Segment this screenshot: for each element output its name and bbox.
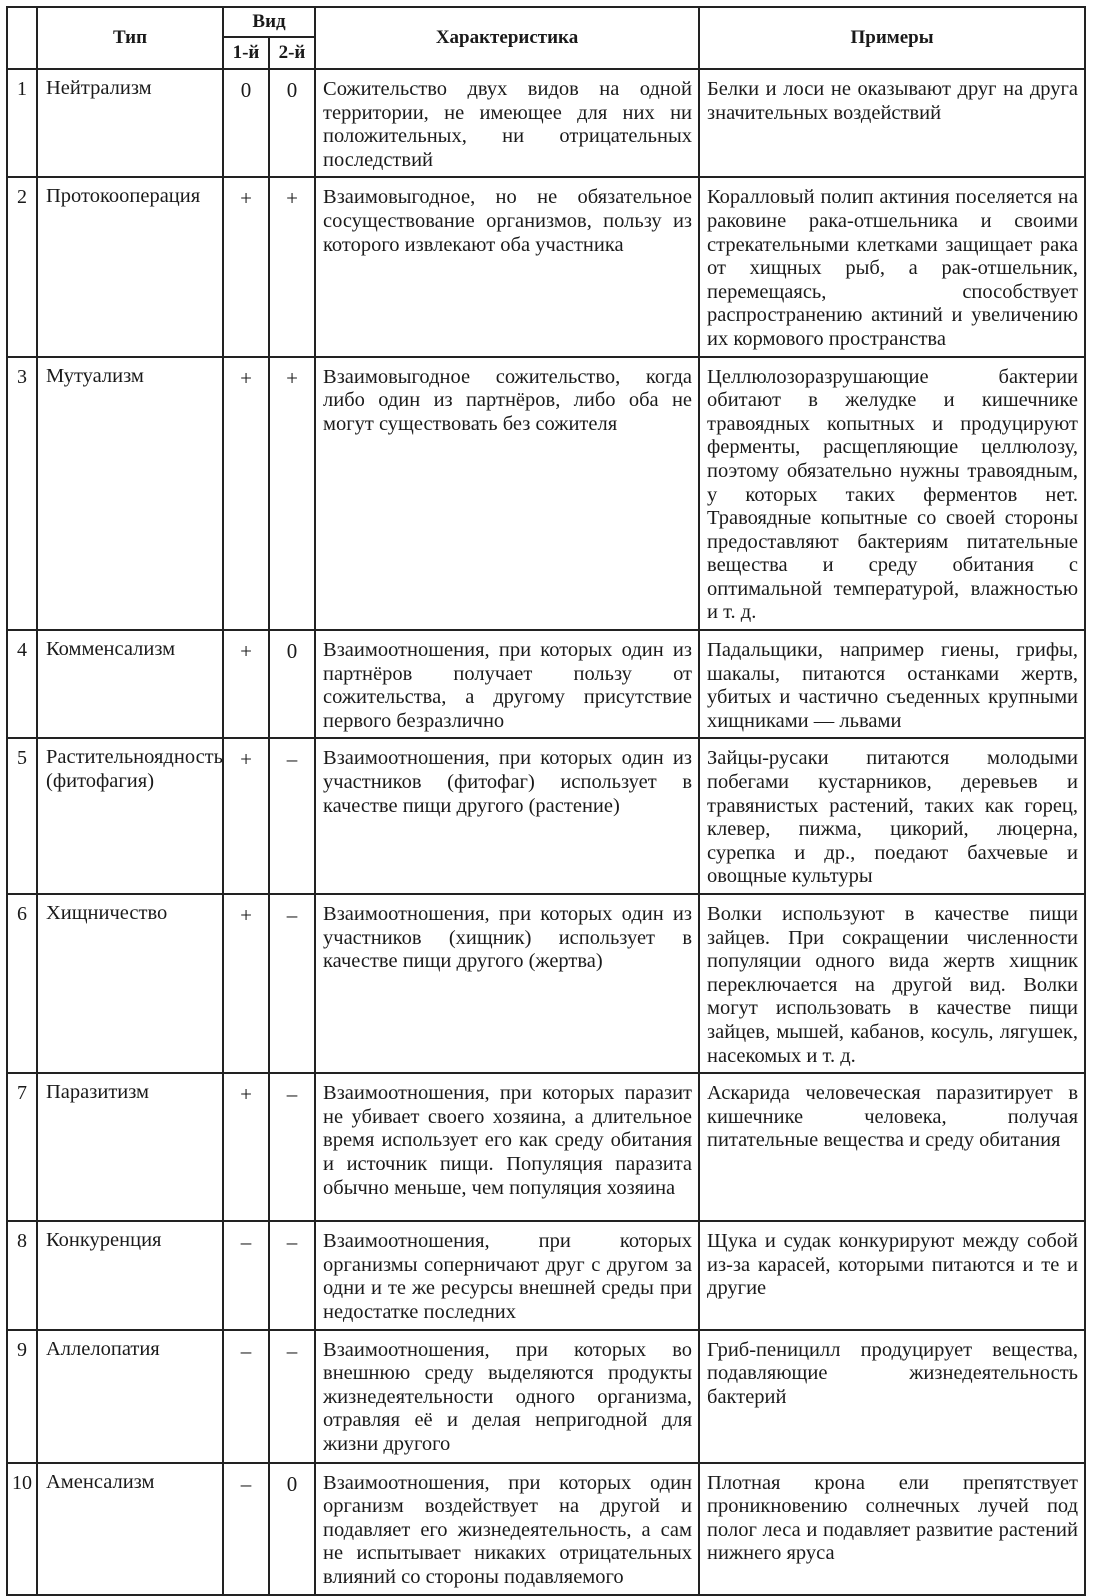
characteristic-text: Взаимоотношения, при которых организмы соперничают друг с другом за одни и те же ресурсы внешней среды при недостатке последних (315, 1221, 699, 1329)
species-2-effect: + (269, 357, 315, 631)
species-2-effect: – (269, 1221, 315, 1329)
species-interactions-table (6, 6, 1086, 1596)
examples-text: Аскарида человеческая паразитирует в кишечнике человека, получая питательные вещества и среду обитания (699, 1073, 1085, 1221)
characteristic-text: Взаимоотношения, при которых один организм воздействует на другой и подавляет его жизнедеятельность, а сам не испытывает никаких отрицательных влияний со стороны подавляемого (315, 1463, 699, 1595)
table-row (7, 1221, 1085, 1329)
species-1-effect: + (223, 630, 269, 738)
table-row (7, 357, 1085, 631)
species-1-effect: – (223, 1330, 269, 1463)
characteristic-text: Взаимовыгодное, но не обязательное сосуществование организмов, пользу из которого извлекают оба участника (315, 177, 699, 356)
characteristic-text: Взаимоотношения, при которых один из участников (фитофаг) использует в качестве пищи другого (растение) (315, 738, 699, 894)
species-1-effect: + (223, 894, 269, 1073)
row-number: 10 (7, 1463, 37, 1595)
interaction-type: Протокооперация (37, 177, 223, 356)
examples-text: Волки используют в качестве пищи зайцев. При сокращении численности популяции одного вида жертв хищник переключается на другой вид. Волки могут использовать в качестве пищи зайцев, мышей, кабанов, косуль, лягушек, насекомых и т. д. (699, 894, 1085, 1073)
examples-text: Белки и лоси не оказывают друг на друга значительных воздействий (699, 69, 1085, 177)
interaction-type: Аменсализм (37, 1463, 223, 1595)
examples-text: Падальщики, например гиены, грифы, шакалы, питаются останками жертв, убитых и частично съеденных крупными хищниками — львами (699, 630, 1085, 738)
species-2-effect: 0 (269, 1463, 315, 1595)
header-examples: Примеры (699, 7, 1085, 69)
characteristic-text: Взаимоотношения, при которых один из участников (хищник) использует в качестве пищи другого (жертва) (315, 894, 699, 1073)
interaction-type: Мутуализм (37, 357, 223, 631)
examples-text: Коралловый полип актиния поселяется на раковине рака-отшельника и своими стрекательными клетками защищает рака от хищных рыб, а рак-отшельник, перемещаясь, способствует распространению актиний и увеличению их кормового пространства (699, 177, 1085, 356)
row-number: 2 (7, 177, 37, 356)
species-2-effect: 0 (269, 630, 315, 738)
species-1-effect: + (223, 1073, 269, 1221)
species-2-effect: – (269, 1330, 315, 1463)
characteristic-text: Сожительство двух видов на одной территории, не имеющее для них ни положительных, ни отрицательных последствий (315, 69, 699, 177)
header-species-2: 2-й (269, 37, 315, 69)
header-row-top (7, 7, 1085, 37)
row-number: 1 (7, 69, 37, 177)
characteristic-text: Взаимоотношения, при которых во внешнюю среду выделяются продукты жизнедеятельности одного организма, отравляя её и делая непригодной для жизни другого (315, 1330, 699, 1463)
species-1-effect: 0 (223, 69, 269, 177)
species-2-effect: + (269, 177, 315, 356)
examples-text: Зайцы-русаки питаются молодыми побегами кустарников, деревьев и травянистых растений, таких как горец, клевер, пижма, цикорий, люцерна, сурепка и др., поедают бахчевые и овощные культуры (699, 738, 1085, 894)
species-2-effect: – (269, 894, 315, 1073)
table-row (7, 894, 1085, 1073)
characteristic-text: Взаимоотношения, при которых один из партнёров получает пользу от сожительства, а другому присутствие первого безразлично (315, 630, 699, 738)
interactions-table-page (6, 6, 1084, 1596)
table-row (7, 177, 1085, 356)
species-1-effect: + (223, 738, 269, 894)
row-number: 7 (7, 1073, 37, 1221)
header-num (7, 7, 37, 69)
interaction-type: Растительноядность (фитофагия) (37, 738, 223, 894)
table-row (7, 1073, 1085, 1221)
species-2-effect: – (269, 738, 315, 894)
examples-text: Щука и судак конкурируют между собой из-за карасей, которыми питаются и те и другие (699, 1221, 1085, 1329)
characteristic-text: Взаимовыгодное сожительство, когда либо один из партнёров, либо оба не могут существовать без сожителя (315, 357, 699, 631)
table-row (7, 630, 1085, 738)
table-row (7, 1463, 1085, 1595)
row-number: 6 (7, 894, 37, 1073)
table-row (7, 738, 1085, 894)
header-type: Тип (37, 7, 223, 69)
examples-text: Плотная крона ели препятствует проникновению солнечных лучей под полог леса и подавляет развитие растений нижнего яруса (699, 1463, 1085, 1595)
row-number: 5 (7, 738, 37, 894)
interaction-type: Аллелопатия (37, 1330, 223, 1463)
examples-text: Гриб-пеницилл продуцирует вещества, подавляющие жизнедеятельность бактерий (699, 1330, 1085, 1463)
header-species-1: 1-й (223, 37, 269, 69)
interaction-type: Хищничество (37, 894, 223, 1073)
header-vid: Вид (223, 7, 315, 37)
species-2-effect: 0 (269, 69, 315, 177)
species-2-effect: – (269, 1073, 315, 1221)
header-characteristic: Характеристика (315, 7, 699, 69)
species-1-effect: – (223, 1463, 269, 1595)
species-1-effect: + (223, 357, 269, 631)
interaction-type: Комменсализм (37, 630, 223, 738)
species-1-effect: + (223, 177, 269, 356)
row-number: 3 (7, 357, 37, 631)
interaction-type: Конкуренция (37, 1221, 223, 1329)
interaction-type: Паразитизм (37, 1073, 223, 1221)
row-number: 8 (7, 1221, 37, 1329)
row-number: 9 (7, 1330, 37, 1463)
row-number: 4 (7, 630, 37, 738)
interaction-type: Нейтрализм (37, 69, 223, 177)
characteristic-text: Взаимоотношения, при которых паразит не убивает своего хозяина, а длительное время использует его как среду обитания и источник пищи. Популяция паразита обычно меньше, чем популяция хозяина (315, 1073, 699, 1221)
table-row (7, 69, 1085, 177)
table-row (7, 1330, 1085, 1463)
species-1-effect: – (223, 1221, 269, 1329)
examples-text: Целлюлозоразрушающие бактерии обитают в желудке и кишечнике травоядных копытных и продуцируют ферменты, расщепляющие целлюлозу, поэтому обязательно нужны травоядным, у которых таких ферментов нет. Травоядные копытные со своей стороны предоставляют бактериям питательные вещества и среду обитания с оптимальной температурой, влажностью и т. д. (699, 357, 1085, 631)
